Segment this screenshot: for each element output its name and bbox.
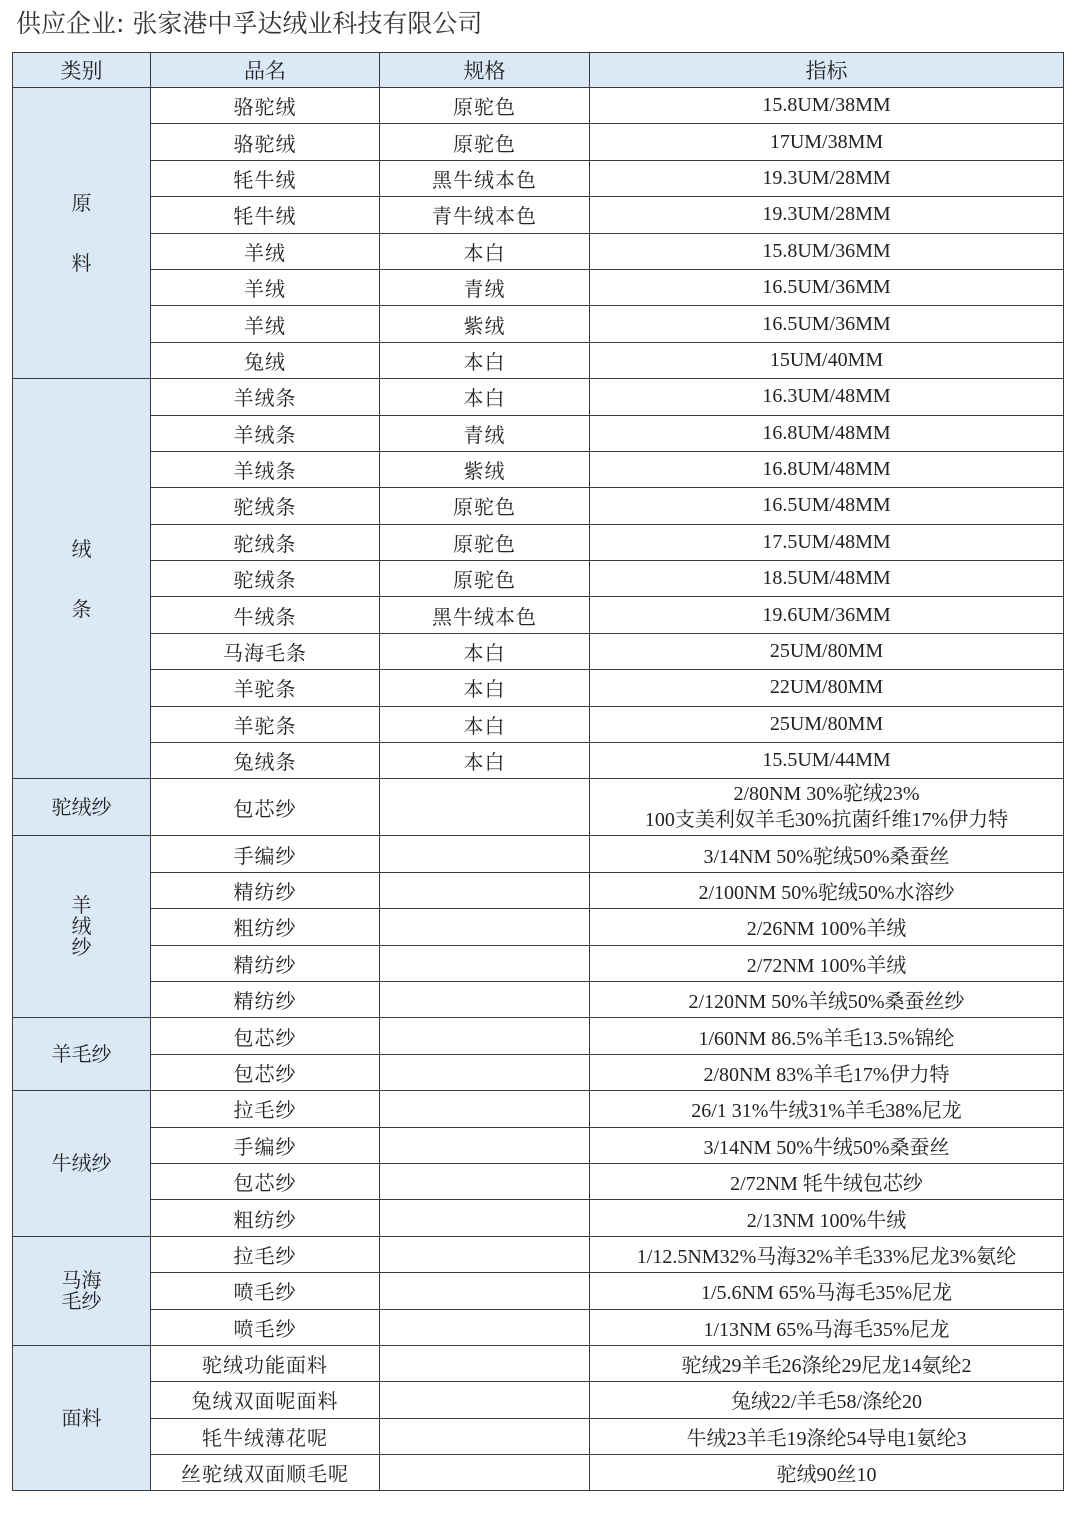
spec-cell: [380, 1200, 590, 1236]
spec-cell: [380, 836, 590, 872]
product-name-cell: 精纺纱: [151, 872, 380, 908]
table-row: [13, 88, 1064, 124]
product-name-cell: 兔绒双面呢面料: [151, 1382, 380, 1418]
table-row: [13, 269, 1064, 305]
index-line-2: 100支美利奴羊毛30%抗菌纤维17%伊力特: [644, 809, 1009, 832]
category-label: 牛绒纱: [51, 1150, 112, 1175]
index-cell: 19.3UM/28MM: [590, 197, 1064, 233]
product-name-cell: 羊绒条: [151, 451, 380, 487]
index-cell: 19.3UM/28MM: [590, 160, 1064, 196]
spec-cell: [380, 1018, 590, 1054]
product-name-cell: 手编纱: [151, 1127, 380, 1163]
index-cell: 2/80NM 83%羊毛17%伊力特: [590, 1054, 1064, 1090]
column-header-name: 品名: [151, 53, 380, 88]
spec-cell: [380, 1345, 590, 1381]
product-name-cell: 粗纺纱: [151, 909, 380, 945]
product-name-cell: 精纺纱: [151, 945, 380, 981]
index-cell: 兔绒22/羊毛58/涤纶20: [590, 1382, 1064, 1418]
table-row: [13, 597, 1064, 633]
table-row: [13, 1345, 1064, 1381]
table-row: [13, 945, 1064, 981]
index-cell: 15.8UM/36MM: [590, 233, 1064, 269]
category-label: 羊毛纱: [51, 1041, 112, 1066]
product-name-cell: 包芯纱: [151, 1018, 380, 1054]
index-cell: 1/5.6NM 65%马海毛35%尼龙: [590, 1273, 1064, 1309]
index-cell: 1/60NM 86.5%羊毛13.5%锦纶: [590, 1018, 1064, 1054]
table-row: [13, 981, 1064, 1017]
index-cell: 驼绒29羊毛26涤纶29尼龙14氨纶2: [590, 1345, 1064, 1381]
product-name-cell: 拉毛纱: [151, 1236, 380, 1272]
spec-cell: 本白: [380, 670, 590, 706]
table-row: [13, 306, 1064, 342]
supplier-header: [16, 4, 482, 44]
spec-cell: 本白: [380, 233, 590, 269]
category-label: 羊绒纱: [71, 893, 92, 960]
spec-cell: 青牛绒本色: [380, 197, 590, 233]
spec-cell: 原驼色: [380, 124, 590, 160]
table-row: [13, 488, 1064, 524]
table-row: [13, 779, 1064, 836]
index-cell: 3/14NM 50%牛绒50%桑蚕丝: [590, 1127, 1064, 1163]
spec-cell: 紫绒: [380, 451, 590, 487]
index-cell: 15UM/40MM: [590, 342, 1064, 378]
index-cell: 2/100NM 50%驼绒50%水溶纱: [590, 872, 1064, 908]
product-name-cell: 羊绒: [151, 306, 380, 342]
product-name-cell: 驼绒条: [151, 561, 380, 597]
table-row: [13, 160, 1064, 196]
spec-cell: 原驼色: [380, 524, 590, 560]
table-row: [13, 415, 1064, 451]
product-name-cell: 牦牛绒薄花呢: [151, 1418, 380, 1454]
table-row: [13, 379, 1064, 415]
category-cell: [13, 1091, 151, 1237]
product-name-cell: 喷毛纱: [151, 1273, 380, 1309]
spec-cell: [380, 1455, 590, 1491]
table-row: [13, 1163, 1064, 1199]
table-row: [13, 1200, 1064, 1236]
product-name-cell: 驼绒功能面料: [151, 1345, 380, 1381]
index-cell: 26/1 31%牛绒31%羊毛38%尼龙: [590, 1091, 1064, 1127]
spec-cell: [380, 1382, 590, 1418]
category-cell: [13, 1018, 151, 1091]
table-row: [13, 1091, 1064, 1127]
index-cell: 1/12.5NM32%马海32%羊毛33%尼龙3%氨纶: [590, 1236, 1064, 1272]
spec-cell: 原驼色: [380, 561, 590, 597]
product-name-cell: 驼绒条: [151, 524, 380, 560]
product-name-cell: 马海毛条: [151, 633, 380, 669]
index-cell: 16.5UM/48MM: [590, 488, 1064, 524]
product-name-cell: 羊驼条: [151, 706, 380, 742]
product-name-cell: 羊驼条: [151, 670, 380, 706]
spec-cell: 本白: [380, 743, 590, 779]
product-spec-table: [12, 52, 1064, 1491]
table-row: [13, 124, 1064, 160]
product-name-cell: 丝驼绒双面顺毛呢: [151, 1455, 380, 1491]
table-row: [13, 1054, 1064, 1090]
spec-cell: [380, 1091, 590, 1127]
product-name-cell: 牦牛绒: [151, 197, 380, 233]
table-row: [13, 1236, 1064, 1272]
index-cell: 1/13NM 65%马海毛35%尼龙: [590, 1309, 1064, 1345]
product-name-cell: 羊绒条: [151, 379, 380, 415]
index-cell: 2/26NM 100%羊绒: [590, 909, 1064, 945]
product-name-cell: 羊绒: [151, 233, 380, 269]
index-cell: 22UM/80MM: [590, 670, 1064, 706]
table-row: [13, 1018, 1064, 1054]
category-cell: [13, 779, 151, 836]
spec-cell: [380, 1236, 590, 1272]
index-cell: 17.5UM/48MM: [590, 524, 1064, 560]
index-cell: 16.8UM/48MM: [590, 415, 1064, 451]
category-cell: [13, 1236, 151, 1345]
index-cell: 15.8UM/38MM: [590, 88, 1064, 124]
table-row: [13, 561, 1064, 597]
category-cell: [13, 836, 151, 1018]
table-row: [13, 670, 1064, 706]
index-cell: 2/72NM 100%羊绒: [590, 945, 1064, 981]
spec-cell: 青绒: [380, 415, 590, 451]
table-row: [13, 633, 1064, 669]
spec-cell: 本白: [380, 706, 590, 742]
product-name-cell: 驼绒条: [151, 488, 380, 524]
table-header-row: [13, 53, 1064, 88]
category-label: 原料: [71, 191, 92, 276]
spec-cell: [380, 1418, 590, 1454]
product-name-cell: 骆驼绒: [151, 88, 380, 124]
product-name-cell: 牛绒条: [151, 597, 380, 633]
product-name-cell: 羊绒: [151, 269, 380, 305]
spec-cell: [380, 1163, 590, 1199]
spec-cell: [380, 779, 590, 836]
table-row: [13, 909, 1064, 945]
table-row: [13, 1455, 1064, 1491]
table-row: [13, 706, 1064, 742]
product-name-cell: 兔绒条: [151, 743, 380, 779]
index-cell: 3/14NM 50%驼绒50%桑蚕丝: [590, 836, 1064, 872]
product-name-cell: 羊绒条: [151, 415, 380, 451]
spec-cell: 紫绒: [380, 306, 590, 342]
spec-cell: 本白: [380, 342, 590, 378]
product-name-cell: 喷毛纱: [151, 1309, 380, 1345]
supplier-label: 供应企业:: [16, 9, 125, 38]
index-cell: [590, 779, 1064, 836]
spec-cell: 本白: [380, 379, 590, 415]
spec-cell: 本白: [380, 633, 590, 669]
index-cell: 16.3UM/48MM: [590, 379, 1064, 415]
product-name-cell: 牦牛绒: [151, 160, 380, 196]
spec-cell: [380, 1309, 590, 1345]
supplier-name: 张家港中孚达绒业科技有限公司: [132, 9, 483, 38]
spec-cell: [380, 1127, 590, 1163]
spec-cell: 黑牛绒本色: [380, 597, 590, 633]
spec-cell: [380, 945, 590, 981]
table-row: [13, 872, 1064, 908]
index-cell: 19.6UM/36MM: [590, 597, 1064, 633]
table-row: [13, 1309, 1064, 1345]
product-name-cell: 骆驼绒: [151, 124, 380, 160]
index-cell: 15.5UM/44MM: [590, 743, 1064, 779]
table-row: [13, 342, 1064, 378]
spec-cell: [380, 1054, 590, 1090]
table-row: [13, 836, 1064, 872]
product-name-cell: 包芯纱: [151, 1163, 380, 1199]
table-row: [13, 743, 1064, 779]
table-row: [13, 197, 1064, 233]
category-cell: [13, 88, 151, 379]
table-row: [13, 524, 1064, 560]
category-label: 面料: [61, 1405, 102, 1430]
spec-cell: [380, 909, 590, 945]
spec-cell: [380, 981, 590, 1017]
column-header-spec: 规格: [380, 53, 590, 88]
index-cell: 25UM/80MM: [590, 706, 1064, 742]
product-name-cell: 拉毛纱: [151, 1091, 380, 1127]
index-cell: 16.5UM/36MM: [590, 306, 1064, 342]
index-cell: 25UM/80MM: [590, 633, 1064, 669]
index-cell: 驼绒90丝10: [590, 1455, 1064, 1491]
product-name-cell: 兔绒: [151, 342, 380, 378]
column-header-category: 类别: [13, 53, 151, 88]
spec-cell: [380, 872, 590, 908]
spec-cell: 黑牛绒本色: [380, 160, 590, 196]
table-row: [13, 1127, 1064, 1163]
product-name-cell: 精纺纱: [151, 981, 380, 1017]
table-row: [13, 451, 1064, 487]
table-row: [13, 233, 1064, 269]
product-name-cell: 粗纺纱: [151, 1200, 380, 1236]
index-cell: 17UM/38MM: [590, 124, 1064, 160]
index-cell: 16.5UM/36MM: [590, 269, 1064, 305]
category-cell: [13, 1345, 151, 1491]
category-label: 驼绒纱: [51, 794, 112, 819]
index-line-1: 2/80NM 30%驼绒23%: [733, 783, 920, 806]
spec-cell: 原驼色: [380, 88, 590, 124]
product-name-cell: 包芯纱: [151, 779, 380, 836]
index-cell: 牛绒23羊毛19涤纶54导电1氨纶3: [590, 1418, 1064, 1454]
table-row: [13, 1382, 1064, 1418]
spec-cell: [380, 1273, 590, 1309]
category-label: 马海毛纱: [61, 1267, 102, 1313]
index-cell: 18.5UM/48MM: [590, 561, 1064, 597]
index-cell: 2/72NM 牦牛绒包芯纱: [590, 1163, 1064, 1199]
category-cell: [13, 379, 151, 779]
index-cell: 2/13NM 100%牛绒: [590, 1200, 1064, 1236]
index-cell: 2/120NM 50%羊绒50%桑蚕丝纱: [590, 981, 1064, 1017]
table-row: [13, 1418, 1064, 1454]
table-row: [13, 1273, 1064, 1309]
spec-cell: 原驼色: [380, 488, 590, 524]
product-name-cell: 手编纱: [151, 836, 380, 872]
product-name-cell: 包芯纱: [151, 1054, 380, 1090]
table-body: [13, 88, 1064, 1491]
spec-cell: 青绒: [380, 269, 590, 305]
index-cell: 16.8UM/48MM: [590, 451, 1064, 487]
category-label: 绒条: [71, 536, 92, 621]
column-header-index: 指标: [590, 53, 1064, 88]
